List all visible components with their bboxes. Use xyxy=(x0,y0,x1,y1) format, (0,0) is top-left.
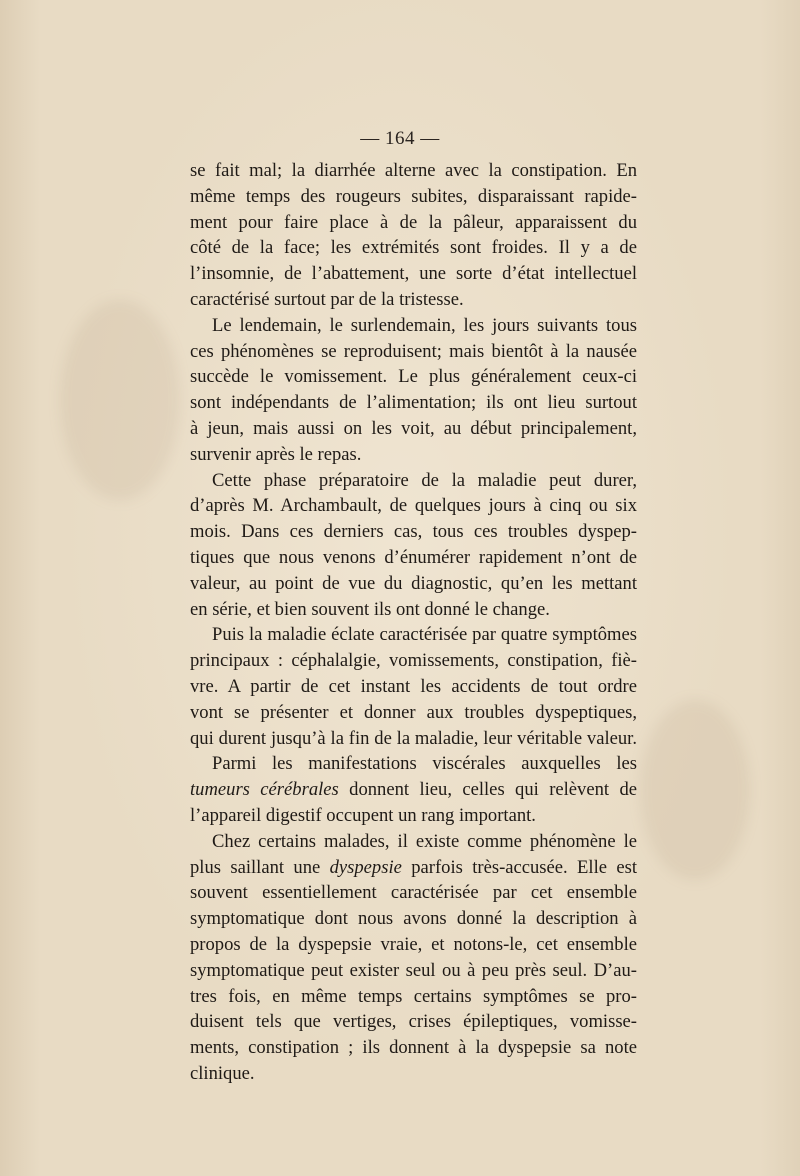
body-text xyxy=(190,158,637,1087)
text-line: caractérisé surtout par de la tristesse. xyxy=(190,288,464,310)
text-line: principaux : céphalalgie, vomissements, constipation, fiè- xyxy=(190,650,637,672)
text-line: symptomatique peut exister seul ou à peu près seul. D’au- xyxy=(190,959,637,981)
page-number: — 164 — xyxy=(360,128,440,149)
text-line: se fait mal; la diarrhée alterne avec la constipation. En xyxy=(190,160,637,181)
text-line: Cette phase préparatoire de la maladie peut durer, xyxy=(212,469,637,491)
italic-term: tumeurs cérébrales xyxy=(190,779,339,801)
text-line: succède le vomissement. Le plus généralement ceux-ci xyxy=(190,366,637,388)
text-line: symptomatique dont nous avons donné la description à xyxy=(190,908,637,930)
text-line: qui durent jusqu’à la fin de la maladie, leur véritable valeur. xyxy=(190,727,637,749)
text-line: vont se présenter et donner aux troubles dyspeptiques, xyxy=(190,701,637,723)
italic-term: dyspepsie xyxy=(329,856,402,878)
text-line: souvent essentiellement caractérisée par cet ensemble xyxy=(190,882,637,904)
text-line: sont indépendants de l’alimentation; ils ont lieu surtout xyxy=(190,392,637,414)
text-line: même temps des rougeurs subites, disparaissant rapide- xyxy=(190,185,637,207)
text-line: Le lendemain, le surlendemain, les jours suivants tous xyxy=(212,314,637,336)
text-line: ments, constipation ; ils donnent à la dyspepsie sa note xyxy=(190,1037,637,1059)
text-line-italic-lead: tumeurs cérébrales donnent lieu, celles qui relèvent de xyxy=(190,779,637,801)
text-line: d’après M. Archambault, de quelques jours à cinq ou six xyxy=(190,495,637,517)
text-line: vre. A partir de cet instant les accidents de tout ordre xyxy=(190,675,637,697)
text-line: Chez certains malades, il existe comme phénomène le xyxy=(212,830,637,852)
text-line: tiques que nous venons d’énumérer rapidement n’ont de xyxy=(190,546,637,568)
text-line: ces phénomènes se reproduisent; mais bientôt à la nausée xyxy=(190,340,637,362)
paper-stain xyxy=(60,300,180,500)
text-line: survenir après le repas. xyxy=(190,443,362,465)
text-line: clinique. xyxy=(190,1062,255,1084)
text-line: valeur, au point de vue du diagnostic, qu’en les mettant xyxy=(190,572,637,594)
text-line: Parmi les manifestations viscérales auxquelles les xyxy=(212,753,637,775)
paper-stain xyxy=(640,700,750,880)
text-line: ment pour faire place à de la pâleur, apparaissent du xyxy=(190,211,637,233)
text-line: l’insomnie, de l’abattement, une sorte d’état intellectuel xyxy=(190,263,637,285)
text-line-italic-word: plus saillant une dyspepsie parfois très-accusée. Elle est xyxy=(190,856,637,878)
text-line: duisent tels que vertiges, crises épileptiques, vomisse- xyxy=(190,1011,637,1033)
text-line: propos de la dyspepsie vraie, et notons-le, cet ensemble xyxy=(190,933,637,955)
text-line: Puis la maladie éclate caractérisée par quatre symptômes xyxy=(212,624,637,646)
text-line: l’appareil digestif occupent un rang important. xyxy=(190,804,536,826)
text-line: en série, et bien souvent ils ont donné le change. xyxy=(190,598,550,620)
text-line: tres fois, en même temps certains symptômes se pro- xyxy=(190,985,637,1007)
text-line: côté de la face; les extrémités sont froides. Il y a de xyxy=(190,237,637,259)
text-line: mois. Dans ces derniers cas, tous ces troubles dyspep- xyxy=(190,521,637,543)
text-line: à jeun, mais aussi on les voit, au début principalement, xyxy=(190,417,637,439)
